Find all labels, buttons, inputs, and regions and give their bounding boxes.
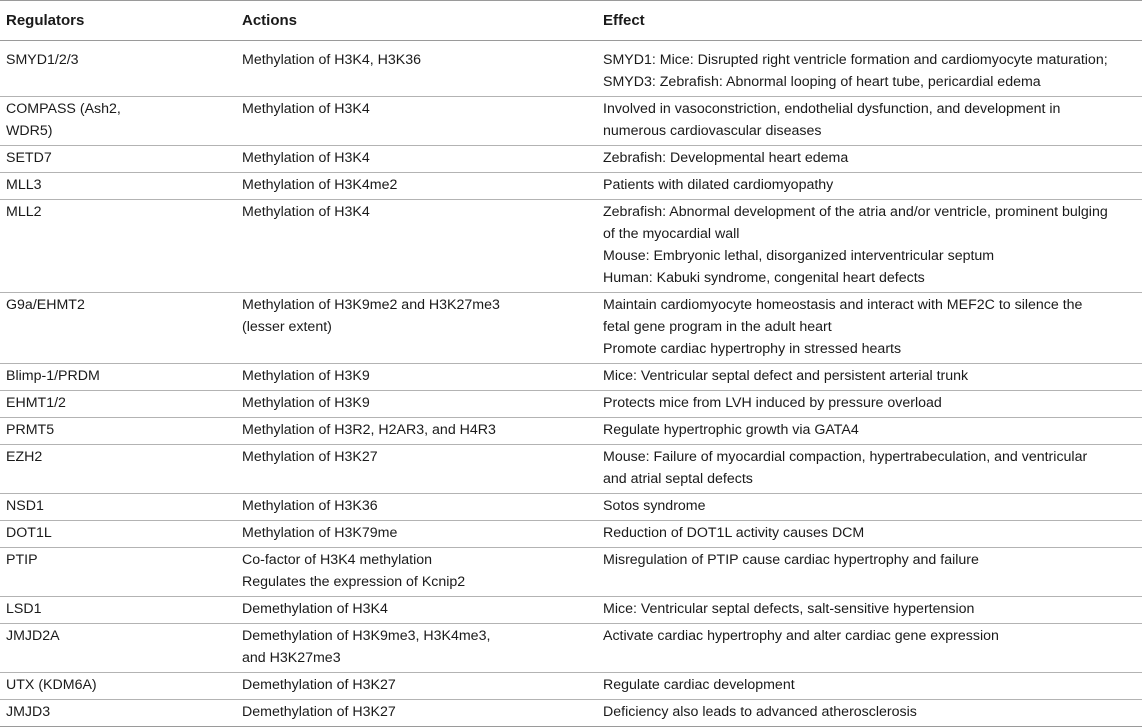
table-row	[0, 173, 1142, 200]
effect-cell-text: Zebrafish: Developmental heart edema	[603, 150, 849, 166]
effect-cell	[597, 700, 1142, 727]
effect-cell-text: Sotos syndrome	[603, 498, 706, 514]
effect-cell-text: Deficiency also leads to advanced atherosclerosis	[603, 704, 917, 720]
effect-cell-text: fetal gene program in the adult heart	[603, 319, 832, 335]
regulator-cell-text: SETD7	[6, 150, 52, 166]
effect-cell-text: Mouse: Embryonic lethal, disorganized interventricular septum	[603, 248, 995, 264]
action-cell	[236, 624, 597, 673]
effect-cell-text: Involved in vasoconstriction, endothelial dysfunction, and development in	[603, 101, 1061, 117]
action-cell-text: Methylation of H3K4	[242, 101, 370, 117]
action-cell	[236, 548, 597, 597]
action-cell	[236, 200, 597, 293]
regulator-cell-text: COMPASS (Ash2,	[6, 101, 121, 117]
regulator-cell	[0, 200, 236, 293]
table-header	[0, 1, 1142, 41]
action-cell	[236, 418, 597, 445]
regulator-cell-text: SMYD1/2/3	[6, 52, 79, 68]
effect-cell	[597, 391, 1142, 418]
action-cell	[236, 597, 597, 624]
table-row	[0, 624, 1142, 673]
table-row	[0, 391, 1142, 418]
effect-cell	[597, 146, 1142, 173]
table-row	[0, 41, 1142, 97]
action-cell	[236, 673, 597, 700]
regulator-cell	[0, 97, 236, 146]
regulator-cell-text: LSD1	[6, 601, 42, 617]
regulator-cell-text: MLL2	[6, 204, 42, 220]
action-cell-text: Demethylation of H3K4	[242, 601, 388, 617]
action-cell	[236, 41, 597, 97]
regulator-cell	[0, 146, 236, 173]
effect-cell-text: Protects mice from LVH induced by pressure overload	[603, 395, 942, 411]
regulator-cell-text: Blimp-1/PRDM	[6, 368, 100, 384]
regulator-cell	[0, 293, 236, 364]
action-cell-text: Methylation of H3K4me2	[242, 177, 398, 193]
effect-cell	[597, 624, 1142, 673]
effect-cell	[597, 494, 1142, 521]
action-cell	[236, 173, 597, 200]
regulator-cell-text: UTX (KDM6A)	[6, 677, 97, 693]
effect-cell	[597, 41, 1142, 97]
action-cell-text: Methylation of H3K4, H3K36	[242, 52, 422, 68]
effect-cell	[597, 673, 1142, 700]
regulator-cell	[0, 548, 236, 597]
action-cell	[236, 364, 597, 391]
table-row	[0, 700, 1142, 727]
header-regulators: Regulators	[6, 12, 85, 29]
effect-cell	[597, 521, 1142, 548]
effect-cell-text: Regulate cardiac development	[603, 677, 795, 693]
table-row	[0, 418, 1142, 445]
action-cell-text: Methylation of H3K4	[242, 150, 370, 166]
effect-cell-text: Reduction of DOT1L activity causes DCM	[603, 525, 865, 541]
table-body	[0, 41, 1142, 727]
effect-cell	[597, 173, 1142, 200]
action-cell-text: Methylation of H3K36	[242, 498, 378, 514]
regulator-cell	[0, 521, 236, 548]
action-cell-text: Co-factor of H3K4 methylation	[242, 552, 433, 568]
table-row	[0, 548, 1142, 597]
regulator-cell-text: JMJD3	[6, 704, 51, 720]
action-cell-text: Demethylation of H3K9me3, H3K4me3,	[242, 628, 491, 644]
table-row	[0, 200, 1142, 293]
regulator-cell	[0, 673, 236, 700]
regulator-cell-text: PTIP	[6, 552, 38, 568]
action-cell	[236, 521, 597, 548]
effect-cell-text: Misregulation of PTIP cause cardiac hypertrophy and failure	[603, 552, 979, 568]
action-cell-text: Demethylation of H3K27	[242, 704, 396, 720]
table-row	[0, 673, 1142, 700]
regulator-cell	[0, 597, 236, 624]
regulator-cell-text: DOT1L	[6, 525, 52, 541]
effect-cell-text: Human: Kabuki syndrome, congenital heart defects	[603, 270, 925, 286]
effect-cell-text: Mice: Ventricular septal defects, salt-sensitive hypertension	[603, 601, 975, 617]
table-row	[0, 146, 1142, 173]
regulator-cell-text: EHMT1/2	[6, 395, 66, 411]
regulator-cell	[0, 494, 236, 521]
action-cell	[236, 293, 597, 364]
effect-cell-text: numerous cardiovascular diseases	[603, 123, 822, 139]
table-row	[0, 494, 1142, 521]
action-cell-text: Methylation of H3K79me	[242, 525, 398, 541]
regulator-cell-text: EZH2	[6, 449, 43, 465]
effect-cell	[597, 364, 1142, 391]
regulator-cell	[0, 624, 236, 673]
table-row	[0, 364, 1142, 391]
regulator-cell	[0, 391, 236, 418]
effect-cell	[597, 597, 1142, 624]
regulator-cell	[0, 364, 236, 391]
effect-cell	[597, 548, 1142, 597]
action-cell-text: Regulates the expression of Kcnip2	[242, 574, 466, 590]
table-row	[0, 521, 1142, 548]
action-cell-text: Methylation of H3R2, H2AR3, and H4R3	[242, 422, 496, 438]
action-cell	[236, 700, 597, 727]
effect-cell	[597, 445, 1142, 494]
effect-cell-text: Activate cardiac hypertrophy and alter cardiac gene expression	[603, 628, 999, 644]
action-cell	[236, 391, 597, 418]
action-cell	[236, 97, 597, 146]
action-cell-text: Methylation of H3K9me2 and H3K27me3	[242, 297, 500, 313]
action-cell-text: Demethylation of H3K27	[242, 677, 396, 693]
action-cell-text: Methylation of H3K9	[242, 395, 370, 411]
regulator-cell-text: G9a/EHMT2	[6, 297, 85, 313]
regulator-cell-text: MLL3	[6, 177, 42, 193]
action-cell-text: Methylation of H3K4	[242, 204, 370, 220]
effect-cell	[597, 293, 1142, 364]
action-cell	[236, 445, 597, 494]
effect-cell-text: and atrial septal defects	[603, 471, 753, 487]
effect-cell	[597, 418, 1142, 445]
header-row	[0, 1, 1142, 41]
table-row	[0, 445, 1142, 494]
effect-cell	[597, 97, 1142, 146]
table-row	[0, 97, 1142, 146]
effect-cell	[597, 200, 1142, 293]
table-row	[0, 597, 1142, 624]
effect-cell-text: Maintain cardiomyocyte homeostasis and interact with MEF2C to silence the	[603, 297, 1083, 313]
regulator-cell-text: JMJD2A	[6, 628, 60, 644]
effect-cell-text: Promote cardiac hypertrophy in stressed hearts	[603, 341, 902, 357]
regulator-cell-text: WDR5)	[6, 123, 53, 139]
effect-cell-text: of the myocardial wall	[603, 226, 740, 242]
effect-cell-text: Mice: Ventricular septal defect and persistent arterial trunk	[603, 368, 969, 384]
action-cell-text: (lesser extent)	[242, 319, 332, 335]
action-cell-text: Methylation of H3K27	[242, 449, 378, 465]
regulator-cell	[0, 700, 236, 727]
effect-cell-text: Mouse: Failure of myocardial compaction, hypertrabeculation, and ventricular	[603, 449, 1088, 465]
header-actions: Actions	[242, 12, 298, 29]
effect-cell-text: Patients with dilated cardiomyopathy	[603, 177, 834, 193]
effect-cell-text: Zebrafish: Abnormal development of the atria and/or ventricle, prominent bulging	[603, 204, 1108, 220]
regulator-cell	[0, 418, 236, 445]
effect-cell-text: Regulate hypertrophic growth via GATA4	[603, 422, 859, 438]
effect-cell-text: SMYD1: Mice: Disrupted right ventricle formation and cardiomyocyte maturation;	[603, 52, 1108, 68]
regulator-cell	[0, 173, 236, 200]
regulator-cell	[0, 41, 236, 97]
header-effect: Effect	[603, 12, 645, 29]
action-cell	[236, 494, 597, 521]
regulator-cell	[0, 445, 236, 494]
action-cell	[236, 146, 597, 173]
action-cell-text: Methylation of H3K9	[242, 368, 370, 384]
regulator-cell-text: NSD1	[6, 498, 44, 514]
regulator-cell-text: PRMT5	[6, 422, 55, 438]
effect-cell-text: SMYD3: Zebrafish: Abnormal looping of heart tube, pericardial edema	[603, 74, 1041, 90]
table-row	[0, 293, 1142, 364]
action-cell-text: and H3K27me3	[242, 650, 341, 666]
